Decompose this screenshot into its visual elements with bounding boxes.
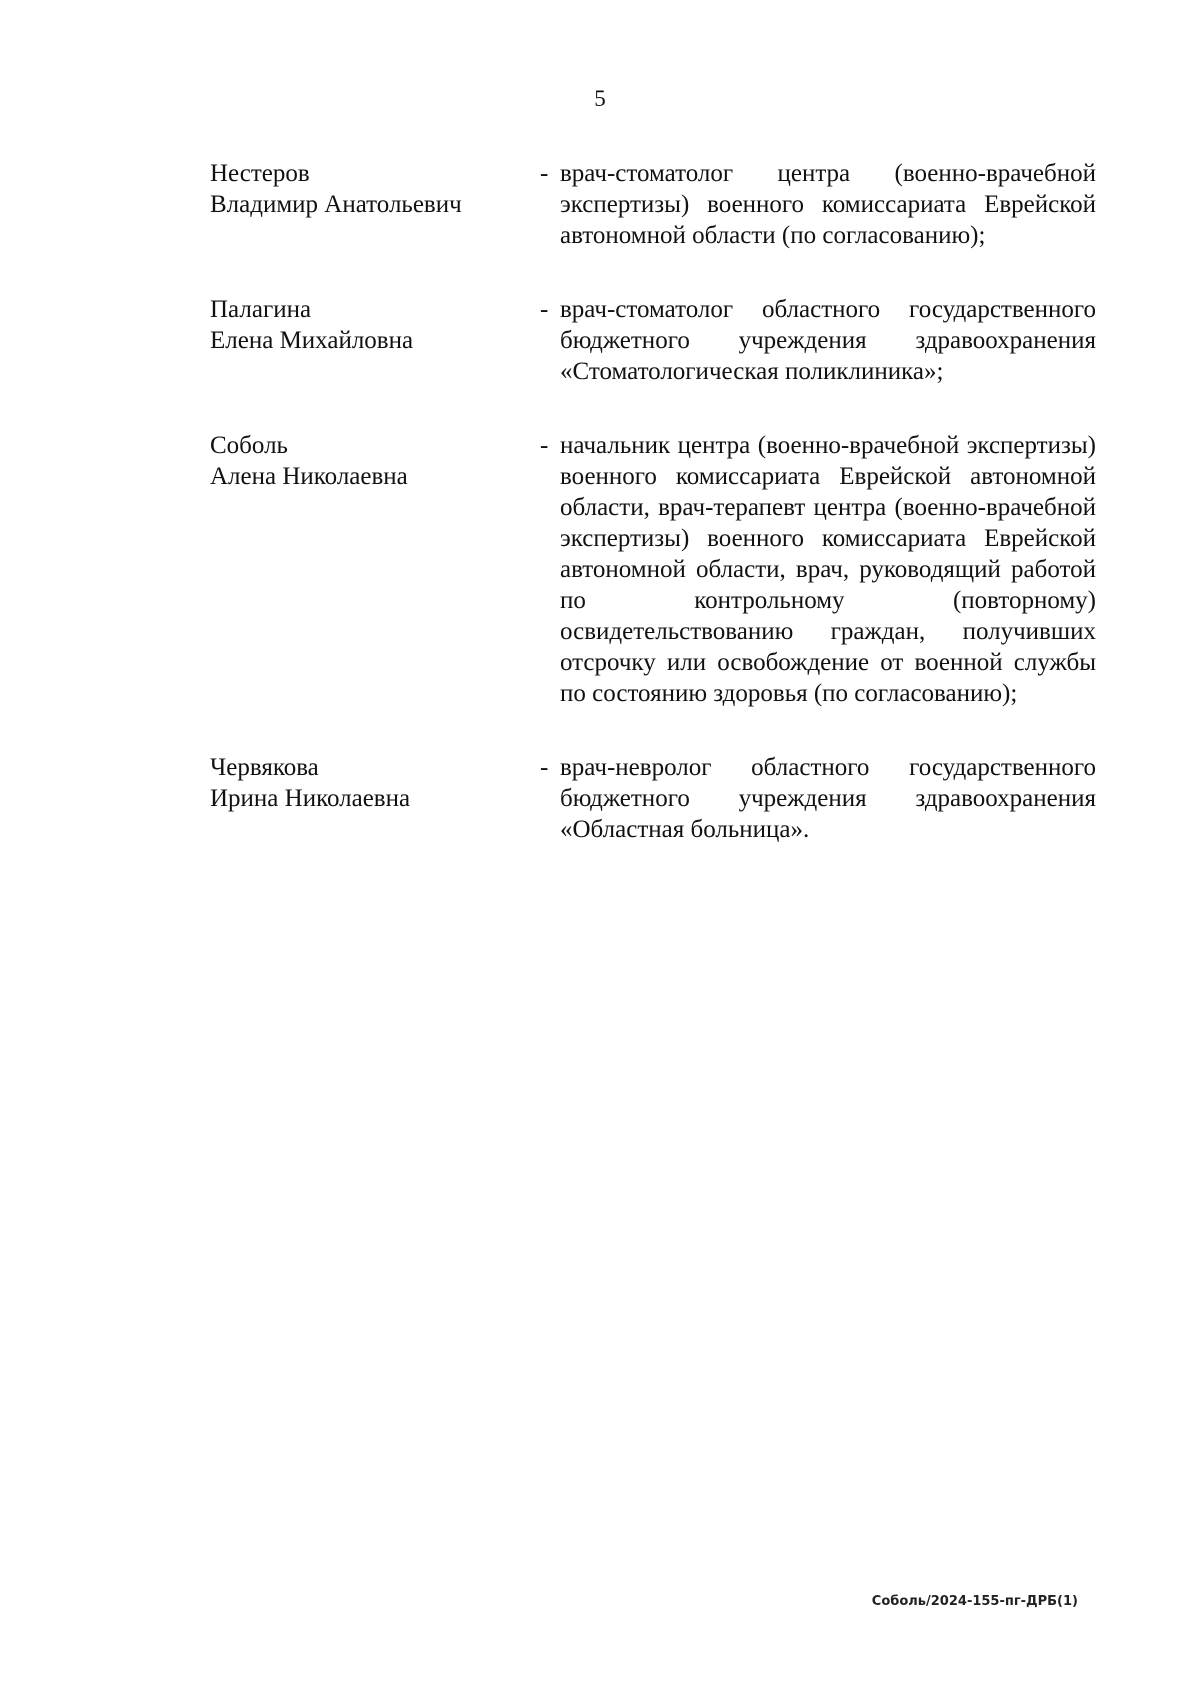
member-surname: Соболь: [210, 432, 288, 459]
member-given-names: Алена Николаевна: [210, 463, 408, 490]
member-dash: -: [540, 754, 549, 781]
member-dash: -: [540, 296, 549, 323]
member-role: врач-невролог областного государственного бюджетного учреждения здравоохранения «Областная больница».: [560, 754, 1096, 843]
member-name: [210, 158, 540, 220]
member-given-names: Ирина Николаевна: [210, 785, 411, 812]
member-given-names: Владимир Анатольевич: [210, 191, 462, 218]
member-role: врач-стоматолог центра (военно-врачебной экспертизы) военного комиссариата Еврейской автономной области (по согласованию);: [560, 160, 1096, 249]
member-role: начальник центра (военно-врачебной экспертизы) военного комиссариата Еврейской автономной области, врач-терапевт центра (военно-врачебной экспертизы) военного комиссариата Еврейской автономной области, врач, руководящий работой по контрольному (повторному) освидетельствованию граждан, получивших отсрочку или освобождение от военной службы по состоянию здоровья (по согласованию);: [560, 432, 1096, 707]
page-number: 5: [594, 86, 606, 111]
member-dash: -: [540, 432, 549, 459]
member-name: [210, 430, 540, 492]
commission-members-list: [210, 158, 1096, 888]
member-name: [210, 752, 540, 814]
member-role: врач-стоматолог областного государственного бюджетного учреждения здравоохранения «Стоматологическая поликлиника»;: [560, 296, 1096, 385]
member-surname: Палагина: [210, 296, 312, 323]
member-entry: [210, 752, 1096, 845]
member-entry: [210, 158, 1096, 251]
member-given-names: Елена Михайловна: [210, 327, 414, 354]
member-name: [210, 294, 540, 356]
member-surname: Червякова: [210, 754, 319, 781]
member-dash: -: [540, 160, 549, 187]
member-entry: [210, 294, 1096, 387]
document-reference: Соболь/2024-155-пг-ДРБ(1): [871, 1594, 1078, 1609]
member-entry: [210, 430, 1096, 709]
member-surname: Нестеров: [210, 160, 310, 187]
